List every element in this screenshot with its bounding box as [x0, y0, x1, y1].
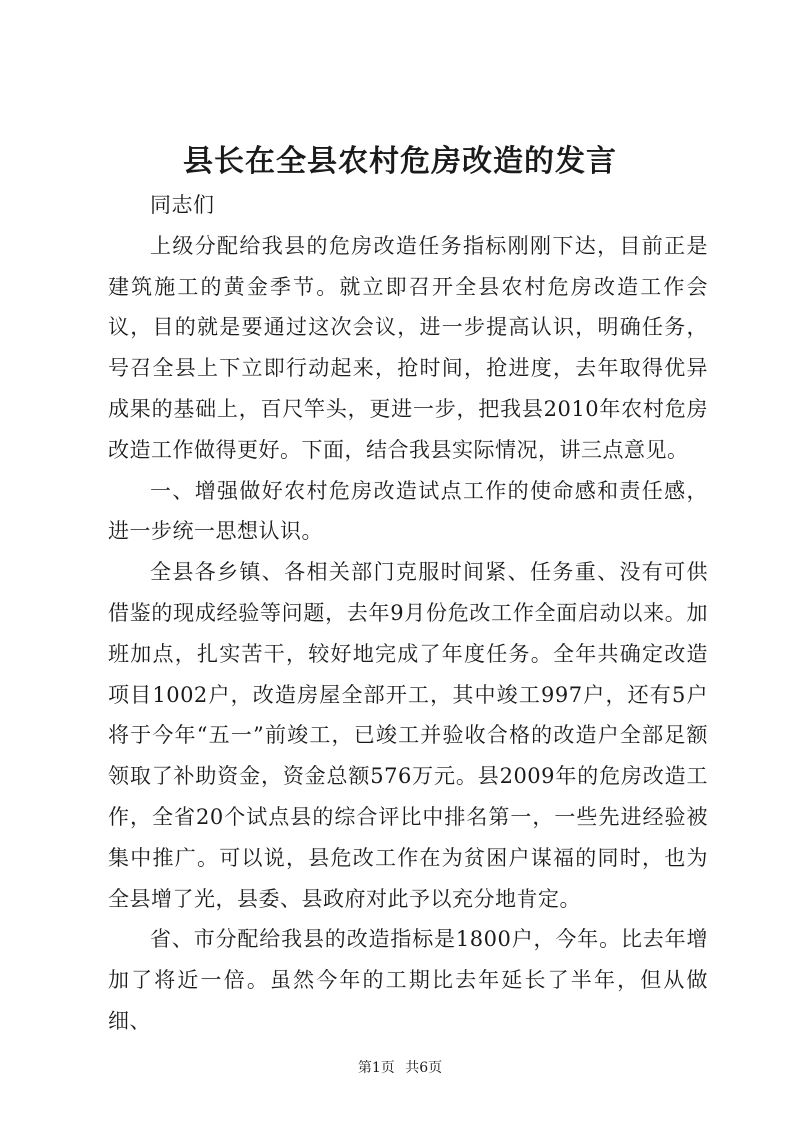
section-heading: 一、增强做好农村危房改造试点工作的使命感和责任感，进一步统一思想认识。: [108, 478, 708, 544]
document-body: [108, 185, 708, 1042]
page-footer: [0, 1058, 800, 1078]
salutation: 同志们: [150, 193, 215, 217]
page-number: 第1页: [357, 1060, 395, 1076]
paragraph: 省、市分配给我县的改造指标是1800户，今年。比去年增加了将近一倍。虽然今年的工期比去年延长了半年，但从做细、: [108, 927, 708, 1033]
paragraph: 全县各乡镇、各相关部门克服时间紧、任务重、没有可供借鉴的现成经验等问题，去年9月份危改工作全面启动以来。加班加点，扎实苦干，较好地完成了年度任务。全年共确定改造项目1002户，改造房屋全部开工，其中竣工997户，还有5户将于今年“五一”前竣工，已竣工并验收合格的改造户全部足额领取了补助资金，资金总额576万元。县2009年的危房改造工作，全省20个试点县的综合评比中排名第一，一些先进经验被集中推广。可以说，县危改工作在为贫困户谋福的同时，也为全县增了光，县委、县政府对此予以充分地肯定。: [108, 560, 708, 911]
paragraph: 上级分配给我县的危房改造任务指标刚刚下达，目前正是建筑施工的黄金季节。就立即召开全县农村危房改造工作会议，目的就是要通过这次会议，进一步提高认识，明确任务，号召全县上下立即行动起来，抢时间，抢进度，去年取得优异成果的基础上，百尺竿头，更进一步，把我县2010年农村危房改造工作做得更好。下面，结合我县实际情况，讲三点意见。: [108, 233, 708, 462]
page-total: 共6页: [405, 1060, 443, 1076]
document-title: 县长在全县农村危房改造的发言: [183, 144, 617, 179]
